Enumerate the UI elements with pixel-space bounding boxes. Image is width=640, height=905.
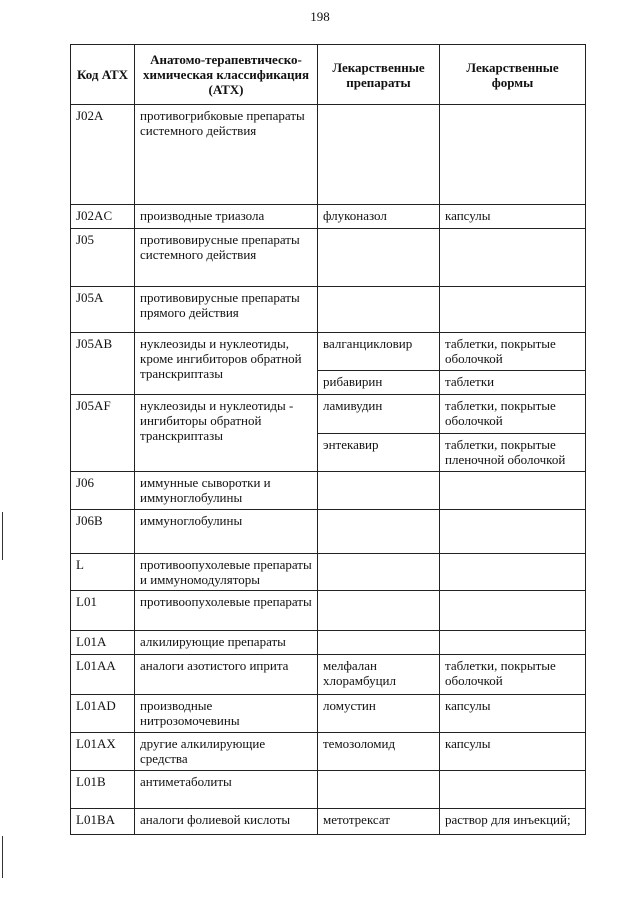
header-drugs: Лекарственные препараты [318,45,440,105]
atx-name: антиметаболиты [135,771,318,809]
table-row [71,809,586,835]
drug-cell [318,229,440,287]
drug-cell [318,771,440,809]
page-number: 198 [310,9,330,24]
form-cell [440,287,586,333]
scan-edge-mark [2,836,3,878]
table-row [71,395,586,434]
atx-code: J05AF [71,395,135,472]
drug-form: таблетки, покрытые оболочкой [440,655,586,695]
drug-name: рибавирин [318,371,440,395]
atx-name: аналоги фолиевой кислоты [135,809,318,835]
form-cell [440,105,586,205]
atx-code: L [71,554,135,591]
table-row [71,287,586,333]
atx-name: производные триазола [135,205,318,229]
drug-form: раствор для инъекций; [440,809,586,835]
form-cell [440,591,586,631]
drug-form: капсулы [440,695,586,733]
atx-code: J05AB [71,333,135,395]
atx-name: противовирусные препараты прямого действия [135,287,318,333]
table-row [71,333,586,371]
atx-code: J05A [71,287,135,333]
drug-form: таблетки [440,371,586,395]
drug-name: ломустин [318,695,440,733]
table-row [71,771,586,809]
atx-name: нуклеозиды и нуклеотиды, кроме ингибиторов обратной транскриптазы [135,333,318,395]
table-row [71,510,586,554]
drug-form: капсулы [440,205,586,229]
atx-code: J02AC [71,205,135,229]
atx-name: алкилирующие препараты [135,631,318,655]
form-cell [440,229,586,287]
drug-form: капсулы [440,733,586,771]
atx-name: нуклеозиды и нуклеотиды - ингибиторы обратной транскриптазы [135,395,318,472]
atx-name: противоопухолевые препараты [135,591,318,631]
drug-name: мелфалан хлорамбуцил [318,655,440,695]
form-cell [440,554,586,591]
table-row [71,105,586,205]
atx-name: противоопухолевые препараты и иммуномодуляторы [135,554,318,591]
table-row [71,631,586,655]
header-forms: Лекарственные формы [440,45,586,105]
table-header-row [71,45,586,105]
drug-cell [318,591,440,631]
atx-code: L01B [71,771,135,809]
drug-cell [318,631,440,655]
drug-cell [318,510,440,554]
table-row [71,205,586,229]
table-row [71,695,586,733]
table-row [71,554,586,591]
atx-code: J02A [71,105,135,205]
atx-code: L01AX [71,733,135,771]
atx-code: L01A [71,631,135,655]
form-cell [440,472,586,510]
form-cell [440,631,586,655]
drug-form: таблетки, покрытые пленочной оболочкой [440,434,586,472]
atx-code: L01AD [71,695,135,733]
drug-cell [318,287,440,333]
drug-name: темозоломид [318,733,440,771]
atx-code: L01 [71,591,135,631]
table-row [71,591,586,631]
atx-code: J05 [71,229,135,287]
atx-code: J06 [71,472,135,510]
drug-name: энтекавир [318,434,440,472]
header-code: Код АТХ [71,45,135,105]
drug-name: флуконазол [318,205,440,229]
atx-code: L01AA [71,655,135,695]
drug-cell [318,472,440,510]
form-cell [440,510,586,554]
atx-table [70,44,586,835]
atx-name: противогрибковые препараты системного действия [135,105,318,205]
drug-name: метотрексат [318,809,440,835]
scan-edge-mark [2,512,3,560]
form-cell [440,771,586,809]
table-row [71,655,586,695]
atx-code: L01BA [71,809,135,835]
atx-code: J06B [71,510,135,554]
atx-name: иммуноглобулины [135,510,318,554]
atx-name: противовирусные препараты системного действия [135,229,318,287]
drug-form: таблетки, покрытые оболочкой [440,395,586,434]
drug-name: ламивудин [318,395,440,434]
table-row [71,472,586,510]
drug-cell [318,554,440,591]
drug-name: валганцикловир [318,333,440,371]
drug-form: таблетки, покрытые оболочкой [440,333,586,371]
header-classification: Анатомо-терапевтическо-химическая классификация (АТХ) [135,45,318,105]
atx-name: иммунные сыворотки и иммуноглобулины [135,472,318,510]
table-row [71,229,586,287]
atx-name: производные нитрозомочевины [135,695,318,733]
atx-name: другие алкилирующие средства [135,733,318,771]
drug-cell [318,105,440,205]
table-row [71,733,586,771]
atx-name: аналоги азотистого иприта [135,655,318,695]
